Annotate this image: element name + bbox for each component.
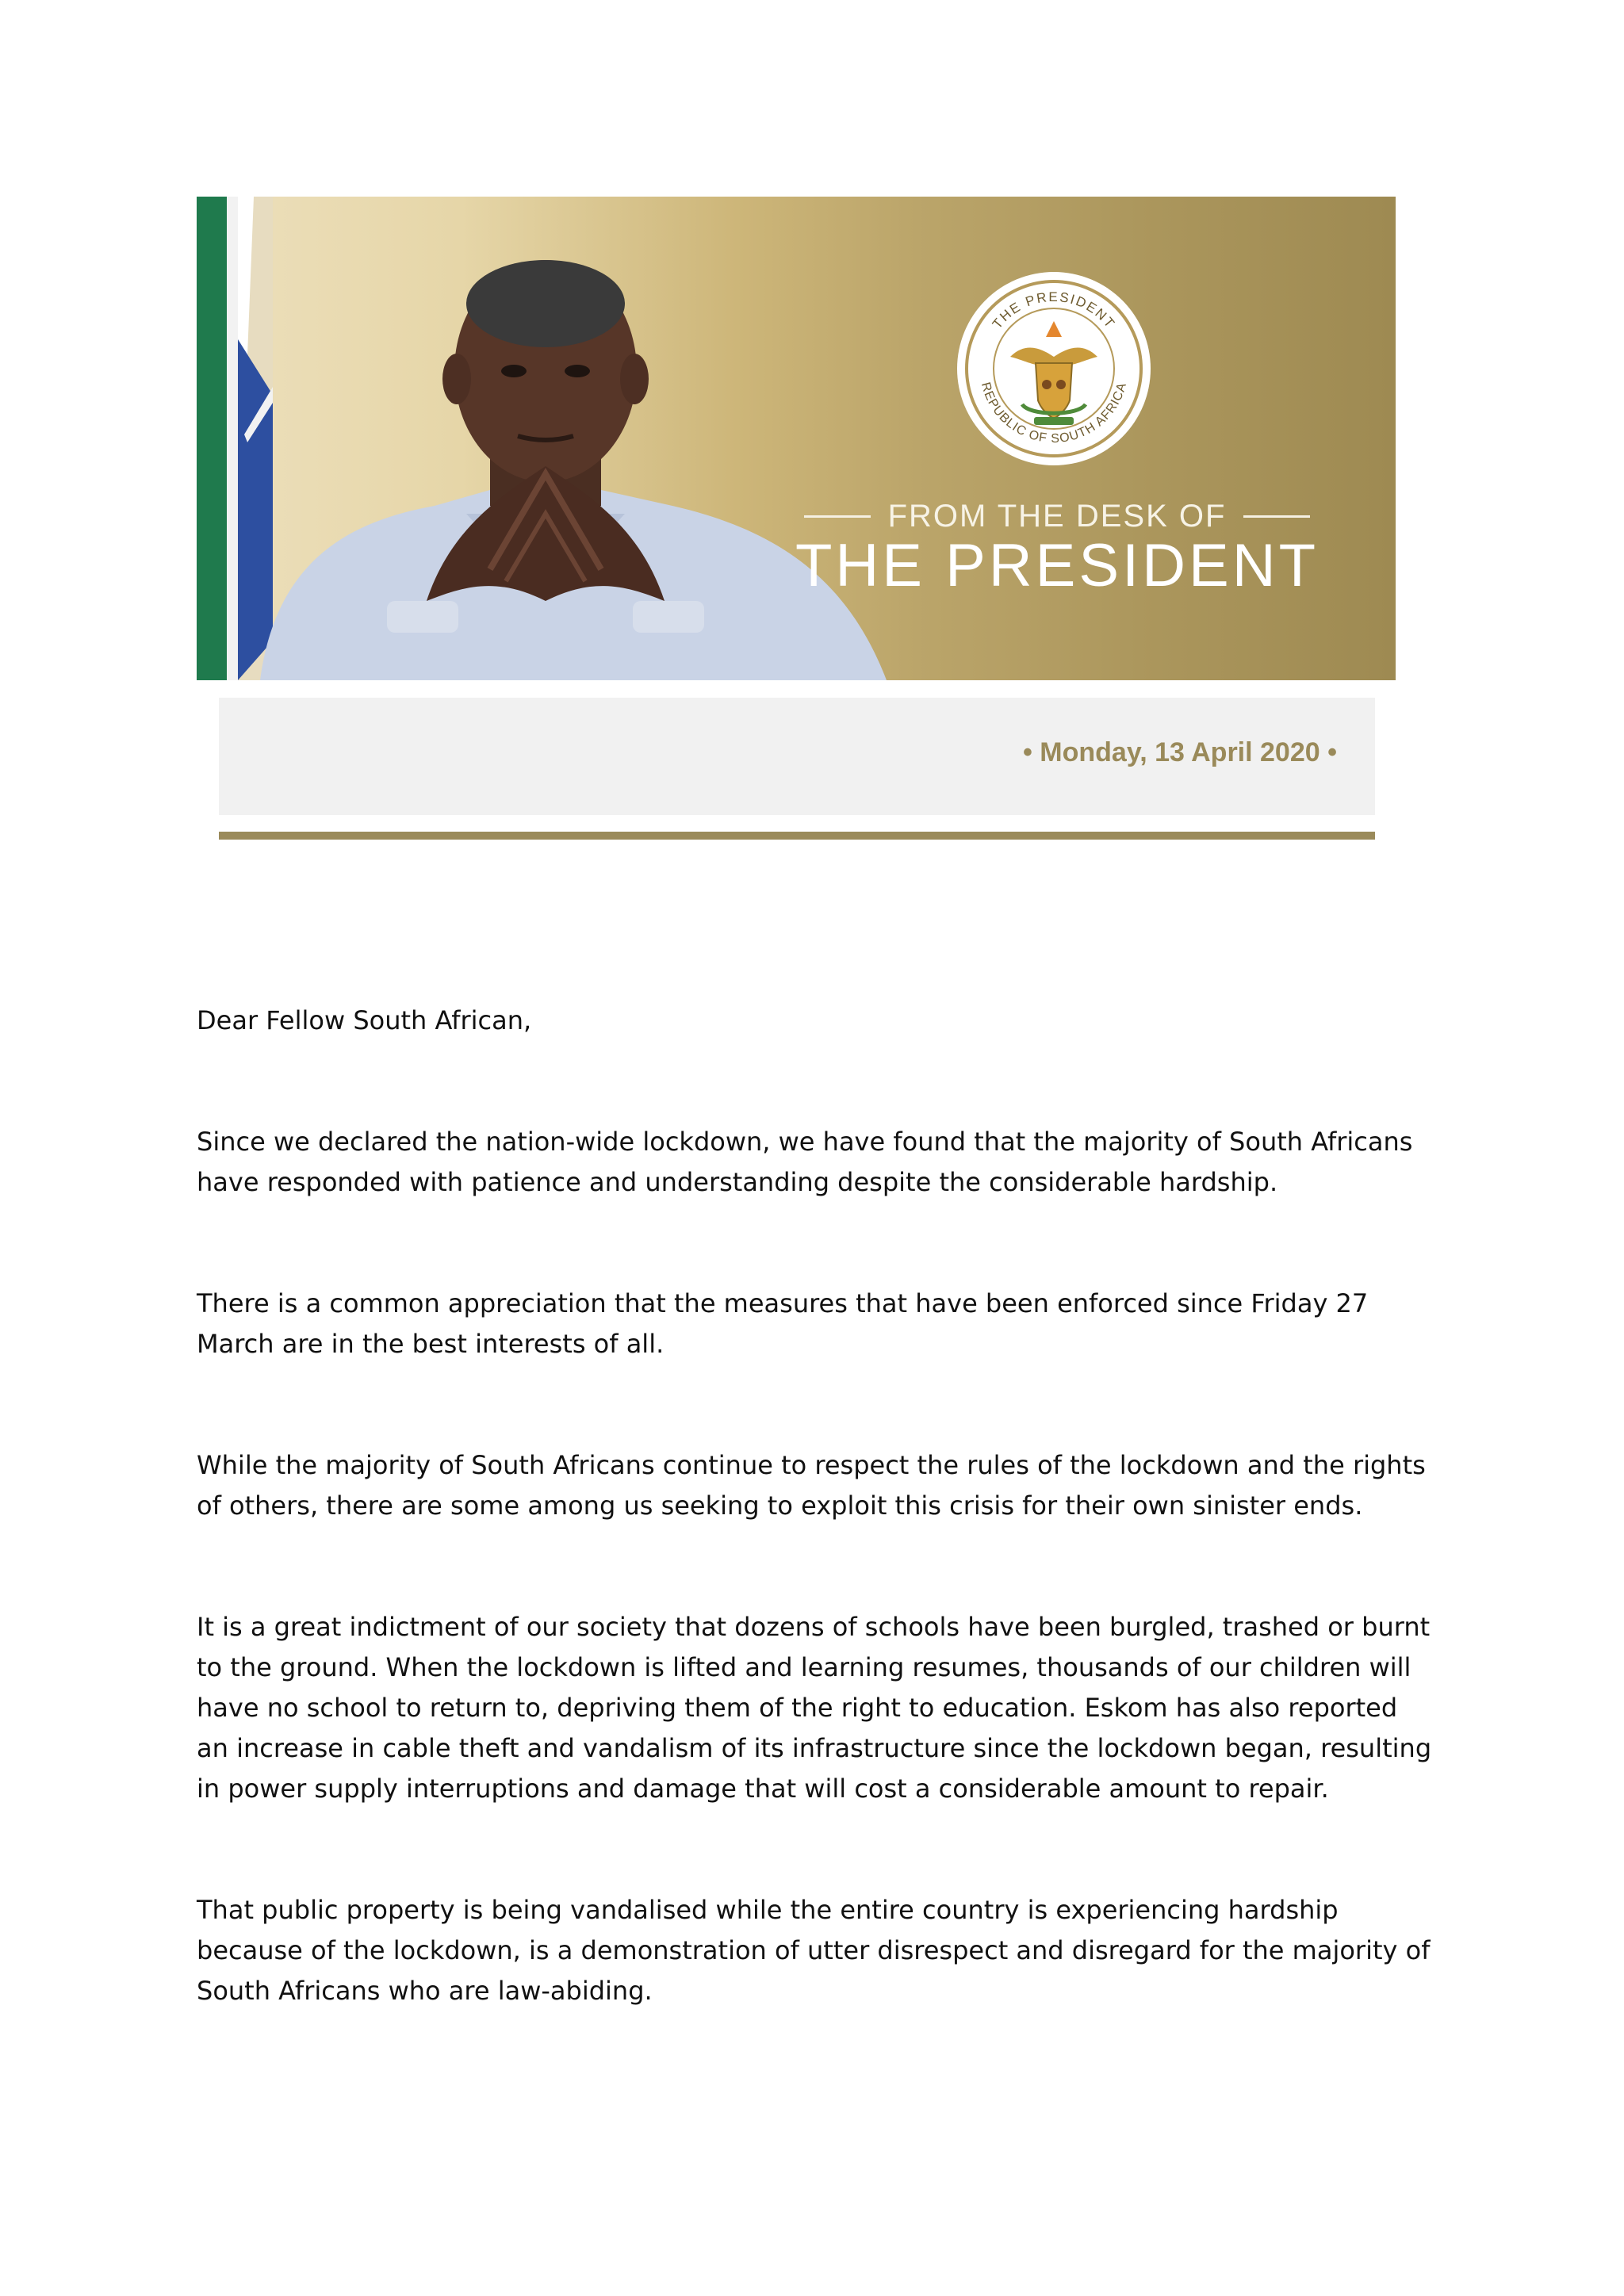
desk-label: FROM THE DESK OF bbox=[887, 498, 1227, 534]
banner-title: THE PRESIDENT bbox=[795, 532, 1320, 599]
header-banner bbox=[197, 197, 1396, 680]
seal-bottom-text: REPUBLIC OF SOUTH AFRICA bbox=[978, 381, 1130, 446]
date-bar bbox=[219, 698, 1375, 815]
letter-salutation: Dear Fellow South African, bbox=[197, 1005, 532, 1035]
presidential-seal bbox=[955, 270, 1153, 468]
letter-paragraph: It is a great indictment of our society that dozens of schools have been burgled, trashed or burnt to the ground. When the lockdown is lifted and learning resumes, thousands of our children will have no school to return to, depriving them of the right to education. Eskom has also reported an increase in cable theft and vandalism of its infrastructure since the lockdown began, resulting in power supply interruptions and damage that will cost a considerable amount to repair. bbox=[197, 1612, 1432, 1804]
president-portrait bbox=[228, 228, 942, 680]
desk-label-rule-right bbox=[1243, 515, 1310, 518]
seal-top-text: THE PRESIDENT bbox=[989, 289, 1119, 332]
desk-label-row bbox=[779, 496, 1335, 536]
letter-date: • Monday, 13 April 2020 • bbox=[1022, 737, 1337, 767]
letter-paragraph: That public property is being vandalised while the entire country is experiencing hardship because of the lockdown, is a demonstration of utter disrespect and disregard for the majority of South Africans who are law-abiding. bbox=[197, 1895, 1431, 2006]
letter-paragraph: There is a common appreciation that the measures that have been enforced since Friday 27 March are in the best interests of all. bbox=[197, 1288, 1369, 1359]
letter-paragraph: While the majority of South Africans continue to respect the rules of the lockdown and the rights of others, there are some among us seeking to exploit this crisis for their own sinister ends. bbox=[197, 1450, 1426, 1521]
letter-body bbox=[197, 1001, 1434, 2092]
letter-paragraph: Since we declared the nation-wide lockdown, we have found that the majority of South Africans have responded with patience and understanding despite the considerable hardship. bbox=[197, 1127, 1413, 1197]
desk-label-rule-left bbox=[804, 515, 871, 518]
header-divider bbox=[219, 832, 1375, 840]
